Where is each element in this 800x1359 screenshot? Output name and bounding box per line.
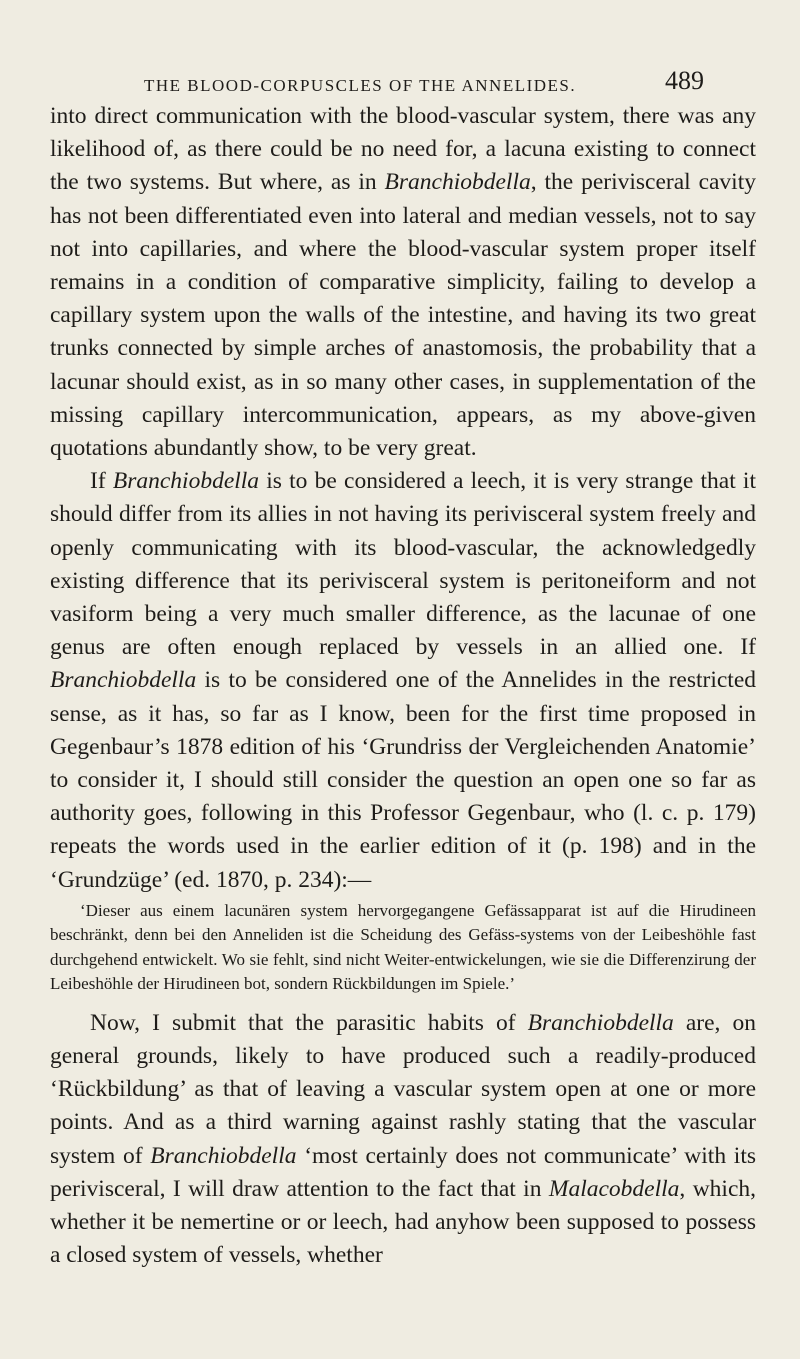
genus-name: Branchiobdella [384,169,531,196]
genus-name: Malacobdella [548,1175,680,1202]
page-number: 489 [665,66,704,95]
paragraph-2: If Branchiobdella is to be considered a leech, it is very strange that it should differ from its allies in not having its perivisceral system freely and openly communicating with its blood-vascular, the acknowledgedly existing difference that its perivisceral system is peritoneiform and not vasiform being a very much smaller difference, as the lacunae of one genus are often enough replaced by vessels in an allied one. If Branchiobdella is to be considered one of the Annelides in the restricted sense, as it has, so far as I know, been for the first time proposed in Gegenbaur’s 1878 edition of his ‘Grundriss der Vergleichenden Anatomie’ to consider it, I should still consider the question an open one so far as authority goes, following in this Professor Gegenbaur, who (l. c. p. 179) repeats the words used in the earlier edition of it (p. 198) and in the ‘Grundzüge’ (ed. 1870, p. 234):— [50,468,756,893]
body-text [50,100,756,1273]
page-header [144,66,704,100]
genus-name: Branchiobdella [527,1009,674,1036]
paragraph-3: Now, I submit that the parasitic habits of Branchiobdella are, on general grounds, likely to have produced such a readily-produced ‘Rückbildung’ as that of leaving a vascular system open at one or more points. And as a third warning against rashly stating that the vascular system of Branchiobdella ‘most certainly does not communicate’ with its perivisceral, I will draw attention to the fact that in Malacobdella, which, whether it be nemertine or or leech, had anyhow been supposed to possess a closed system of vessels, whether [50,1009,756,1269]
german-quotation: ‘Dieser aus einem lacunären system hervorgegangene Gefässapparat ist auf die Hirudineen beschränkt, denn bei den Anneliden ist die Scheidung des Gefäss-systems von der Leibeshöhle fast durchgehend entwickelt. Wo sie fehlt, sind nicht Weiter-entwickelungen, wie sie die Differenzirung der Leibeshöhle der Hirudineen bot, sondern Rückbildungen im Spiele.’ [50,900,756,994]
genus-name: Branchiobdella [50,667,197,694]
paragraph-1: into direct communication with the blood-vascular system, there was any likelihood of, as there could be no need for, a lacuna existing to connect the two systems. But where, as in Branchiobdella, the perivisceral cavity has not been differentiated even into lateral and median vessels, not to say not into capillaries, and where the blood-vascular system proper itself remains in a condition of comparative simplicity, failing to develop a capillary system upon the walls of the intestine, and having its two great trunks connected by simple arches of anastomosis, the probability that a lacunar should exist, as in so many other cases, in supplementation of the missing capillary intercommunication, appears, as my above-given quotations abundantly show, to be very great. [50,103,756,462]
genus-name: Branchiobdella [150,1142,297,1169]
running-head: THE BLOOD-CORPUSCLES OF THE ANNELIDES. [144,76,577,95]
genus-name: Branchiobdella [112,468,260,495]
